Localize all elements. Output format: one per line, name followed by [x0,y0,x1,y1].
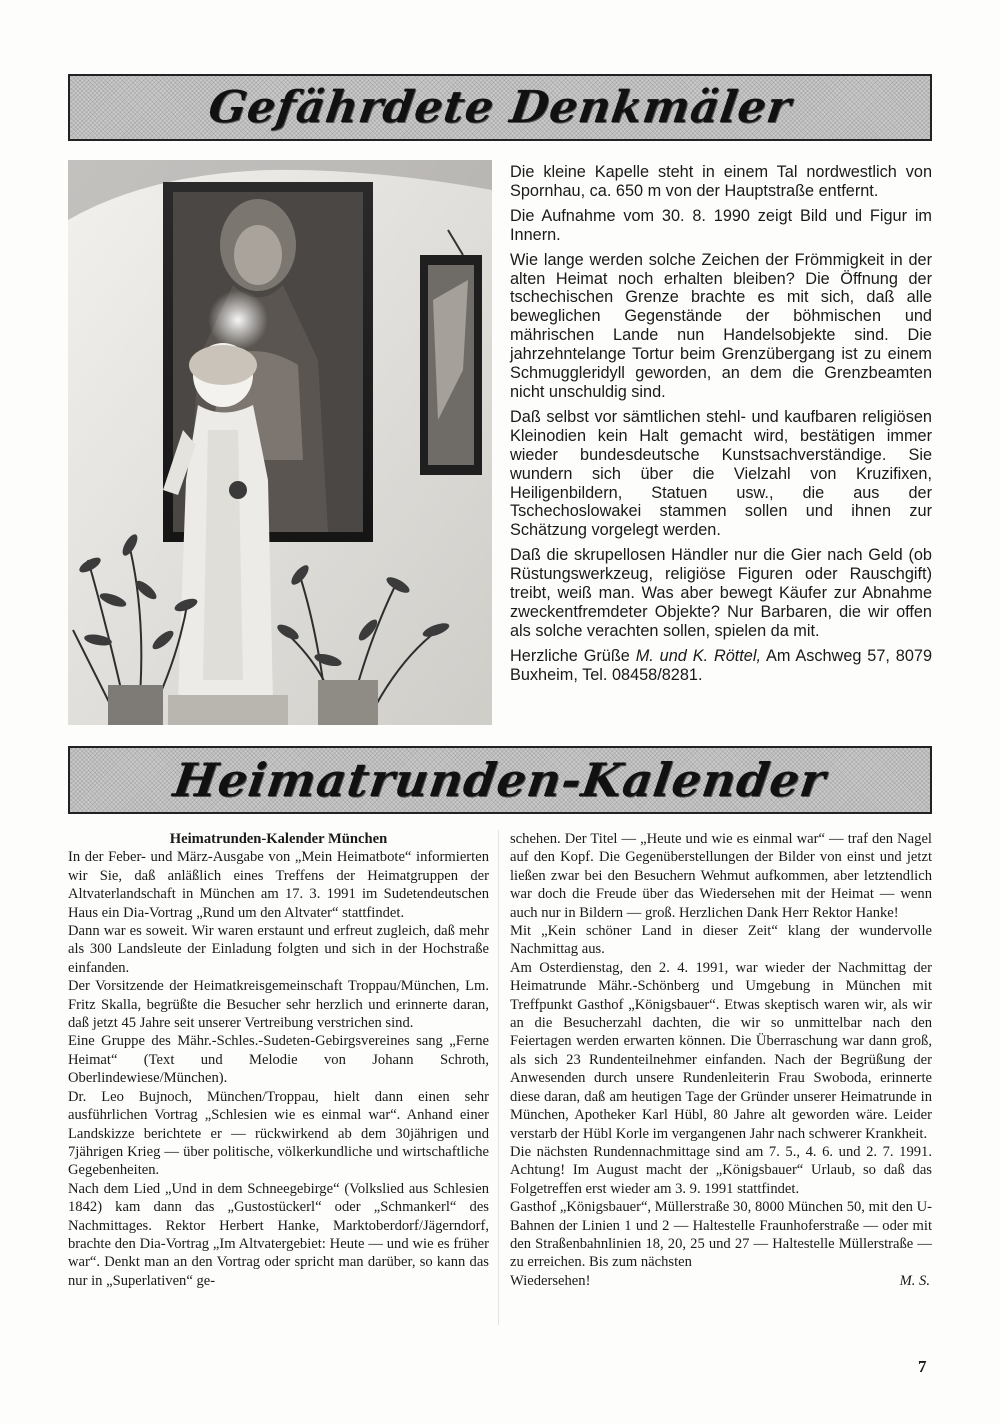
header-banner [68,74,932,141]
chapel-photo [68,160,492,725]
address: Am Aschweg 57, 8079 Buxheim, Tel. 08458/8281. [510,646,932,684]
article-top [510,163,932,691]
article-heading: Heimatrunden-Kalender München [169,831,388,847]
page-number: 7 [918,1357,927,1376]
paragraph: Wie lange werden solche Zeichen der Frömmigkeit in der alten Heimat noch erhalten bleiben? Die Öffnung der tschechischen Grenze brachte es mit sich, daß alle beweglichen Gegenstände der böhmischen und mährischen Lande nun Handelsobjekte sind. Die jahrzehntelange Tortur beim Grenzübergang ist zu einem Schmuggleridyll geworden, an dem die Grenzbeamten nicht unschuldig sind. [510,250,932,401]
column-right [510,830,932,1290]
closing: Wiedersehen! [510,1272,591,1289]
author-names: M. und K. Röttel, [635,646,762,665]
paragraph: Dann war es soweit. Wir waren erstaunt und erfreut zugleich, daß mehr als 300 Landsleute der Einladung folgten und sich in der Hochstraße einfanden. [68,923,489,976]
banner-title: Gefährdete Denkmäler [205,82,795,133]
paragraph: In der Feber- und März-Ausgabe von „Mein Heimatbote“ informierten wir Sie, daß anläßlich eines Treffens der Heimatgruppen der Altvaterlandschaft in München am 17. 3. 1991 im Sudetendeutschen Haus ein Dia-Vortrag „Rund um den Altvater“ stattfindet. [68,849,489,921]
closing-line [510,1272,932,1290]
paragraph: schehen. Der Titel — „Heute und wie es einmal war“ — traf den Nagel auf den Kopf. Die Gegenüberstellungen der Bilder von einst und jetzt ließen zwar bei den Besuchern Wehmut aufkommen, aber letztendlich war doch die Freude über das Wiedersehen mit der Heimat — wenn auch nur in Bildern — groß. Herzlichen Dank Herr Rektor Hanke! [510,831,932,921]
paragraph: Mit „Kein schöner Land in dieser Zeit“ klang der wundervolle Nachmittag aus. [510,923,932,958]
paragraph: Der Vorsitzende der Heimatkreisgemeinschaft Troppau/München, Lm. Fritz Skalla, begrüßte die Besucher sehr herzlich und erinnerte daran, daß jetzt 45 Jahre seit unserer Vertreibung verstrichen sind. [68,978,489,1032]
greeting [510,647,932,685]
paragraph: Am Osterdienstag, den 2. 4. 1991, war wieder der Nachmittag der Heimatrunde Mähr.-Schönberg und Umgebung in München mit Treffpunkt Gasthof „Königsbauer“. Etwas skeptisch waren wir, als wir an die Besucherzahl dachten, die wir so unmittelbar nach den Feiertagen werden erwarten können. Die Überraschung war dann groß, als sich 23 Rundenteilnehmer einfanden. Nach der Begrüßung der Anwesenden durch unsere Rundenleiterin Frau Swoboda, erinnerte diese daran, daß am heutigen Tage der Gründer unserer Heimatrunde in München, Apotheker Karl Hübl, 80 Jahre alt geworden wäre. Leider verstarb der Hübl Korle im vergangenen Jahr nach schwerer Krankheit. [510,959,932,1142]
column-left [68,830,489,1290]
paragraph: Daß selbst vor sämtlichen stehl- und kaufbaren religiösen Kleinodien kein Halt gemacht wird, bestätigen immer wieder bundesdeutsche Kunstsachverständige. Sie wundern sich über die Vielzahl von Kruzifixen, Heiligenbildern, Statuen usw., die aus der Tschechoslowakei stammen sollen und ihnen zur Schätzung vorgelegt werden. [510,407,932,540]
section-banner [68,746,932,814]
paragraph: Die nächsten Rundennachmittage sind am 7. 5., 4. 6. und 2. 7. 1991. Achtung! Im August macht der „Königsbauer“ Urlaub, so daß das Folgetreffen erst wieder am 3. 9. 1991 stattfindet. [510,1143,932,1197]
paragraph: Nach dem Lied „Und in dem Schneegebirge“ (Volkslied aus Schlesien 1842) kam dann das „Gustostückerl“ oder „Schmankerl“ des Nachmittages. Rektor Herbert Hanke, Marktoberdorf/Jägerndorf, brachte den Dia-Vortrag „Im Altvatergebiet: Heute — und wie es früher war“. Denkt man an den Vortrag oder spricht man darüber, so kann das nur in „Superlativen“ ge- [68,1180,489,1289]
greeting-prefix: Herzliche Grüße [510,646,636,665]
paragraph: Dr. Leo Bujnoch, München/Troppau, hielt dann einen sehr ausführlichen Vortrag „Schlesien wie es einmal war“. Anhand einer Landskizze berichtete er — rückwirkend ab dem 30jährigen und 7jährigen Krieg — über politische, völkerkundliche und wirtschaftliche Gegebenheiten. [68,1088,489,1179]
paragraph: Eine Gruppe des Mähr.-Schles.-Sudeten-Gebirgsvereines sang „Ferne Heimat“ (Text und Melodie von Johann Schroth, Oberlindewiese/München). [68,1033,489,1087]
signature: M. S. [899,1272,930,1289]
column-divider [498,830,499,1325]
banner-title: Heimatrunden-Kalender [170,753,830,807]
paragraph: Gasthof „Königsbauer“, Müllerstraße 30, 8000 München 50, mit den U-Bahnen der Linien 1 und 2 — Haltestelle Fraunhoferstraße — oder mit den Straßenbahnlinien 18, 20, 25 und 27 — Haltestelle Müllerstraße — zu erreichen. Bis zum nächsten [510,1199,932,1271]
paragraph: Daß die skrupellosen Händler nur die Gier nach Geld (ob Rüstungswerkzeug, religiöse Figuren oder Rauschgift) treibt, weiß man. Was aber bewegt Käufer zur Abnahme zweckentfremdeter Objekte? Nur Barbaren, die wir offen als solche verachten sollen, spielen da mit. [510,546,932,640]
paragraph: Die kleine Kapelle steht in einem Tal nordwestlich von Spornhau, ca. 650 m von der Hauptstraße entfernt. [510,163,932,200]
paragraph: Die Aufnahme vom 30. 8. 1990 zeigt Bild und Figur im Innern. [510,206,932,244]
